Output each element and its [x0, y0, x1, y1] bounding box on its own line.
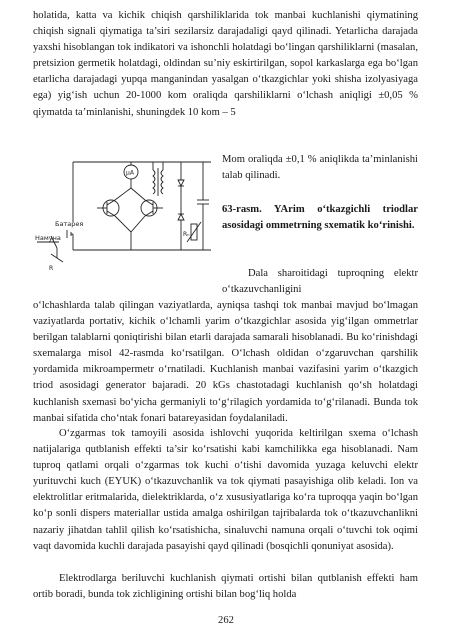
- battery-label: Батарея: [55, 220, 84, 228]
- paragraph-2: [33, 298, 418, 427]
- side-text-1-content: Mom oraliqda ±0,1 % aniqlikda ta’minlanishi talab qilinadi.: [222, 154, 418, 182]
- paragraph-4: [33, 571, 418, 603]
- paragraph-3-text: O‘zgarmas tok tamoyili asosida ishlovchi yuqorida keltirilgan sxema o‘lchash natijalariga qutblanish effekti ta’sir ko‘rsatishi kabi kamchilikka ega hisoblanadi. Nam tuproq qatlami orqali o‘zgarmas tok kuchi o‘tishi davomida yuzaga keluvchi elektr yurituvchi kuch (EYUK) o‘tkazuvchanlik va tok qiymati pasayishiga olib keladi. Ion va elektrolitlar eritmalarida, dielektriklarda, o‘z xususiyatlariga ko‘ra tuproqqa yaqin bo‘lgan ko‘p sonli dispers materiallar ustida amalga oshirilgan tajribalarda tok o‘tkazuvchanlikni nazariy jihatdan tahlil qilish ko‘rsatishicha, sinaluvchi namuna orqali o‘tuvchi tok oqimi vaqt davomida kuchli darajada pasayishi qayd qilinadi (bosqichli qonuniyat asosida).: [33, 428, 418, 552]
- microammeter-symbol: μA: [126, 169, 134, 177]
- paragraph-4-text: Elektrodlarga beriluvchi kuchlanish qiymati ortishi bilan qutblanish effekti ham ortib boradi, bunda tok zichligining ortishi bilan bog‘liq holda: [33, 573, 418, 601]
- figure-63-ohmmeter-schematic: [33, 150, 218, 275]
- side-text-2-content: Dala sharoitidagi tuproqning elektr o‘tkazuvchanligini: [222, 268, 418, 296]
- paragraph-1: [33, 8, 418, 121]
- sample-label: Намуна: [35, 234, 61, 242]
- rh-label: Rₙ: [183, 231, 190, 238]
- figure-caption-text: 63-rasm. YArim o‘tkazgichli triodlar asosidagi ommetrning sxematik ko‘rinishi.: [222, 204, 418, 232]
- paragraph-2-text: o‘lchashlarda talab qilingan vaziyatlarda, ayniqsa tashqi tok manbai mavjud bo‘lmagan vaziyatlarda portativ, kichik o‘lchamli yarim o‘tkazgichlar asosida yig‘ilgan ommetrlar berilgan talablarni qoniqtirishi bilan etarli darajada samarali hisoblanadi. Bu ko‘rinishdagi sxemalarga misol 42-rasmda ko‘rsatilgan. O‘lchash oldidan o‘zgaruvchan qarshilik yordamida mikroampermetr o‘rnatiladi. Kuchlanish manbai vazifasini yarim o‘tkazgich triod asosidagi generator bajaradi. 20 kGs chastotadagi kuchlanish qo‘sh holatdagi kuchlanish sxemasi bo‘yicha germaniyli to‘g‘rilagich yordamida to‘g‘rilanadi. Bunda tok manbai sifatida cho‘ntak fonari batareyasidan foydalaniladi.: [33, 300, 418, 424]
- side-text-1: [222, 152, 418, 184]
- transformer-coil-left: [153, 170, 155, 194]
- transformer-coil-right: [161, 170, 163, 194]
- diode-2: [178, 214, 184, 220]
- circuit-diagram: [33, 150, 218, 275]
- figure-caption: [222, 202, 418, 234]
- paragraph-1-text: holatida, katta va kichik chiqish qarshiliklarida tok manbai kuchlanishi qiymatining chiqish signali qiymatiga ta’siri sezilarsiz darajadaligi qayd qilinadi. Yetarlicha darajada yaxshi hisoblangan tok indikatori va ishonchli holatdagi bo‘lingan qarshiliklarni (masalan, pretsizion germetik holatdagi, oldindan su’niy eskirtirilgan, sopol karkaslarga ega bo‘lgan etarlicha darajadagi yupqa manganindan yasalgan o‘tkazgichlar yoki shisha izolyasiyaga ega) yig‘ish uchun 20-1000 kom oraliqda qarshiliklarni o‘lchash aniqligi ±0,05 % qiymatda ta’minlanishi, shuningdek 10 kom – 5: [33, 10, 418, 118]
- diode-1: [178, 180, 184, 186]
- paragraph-3: [33, 426, 418, 555]
- side-text-2: [222, 266, 418, 298]
- page-number: 262: [218, 615, 234, 626]
- rx-label: R: [49, 265, 54, 272]
